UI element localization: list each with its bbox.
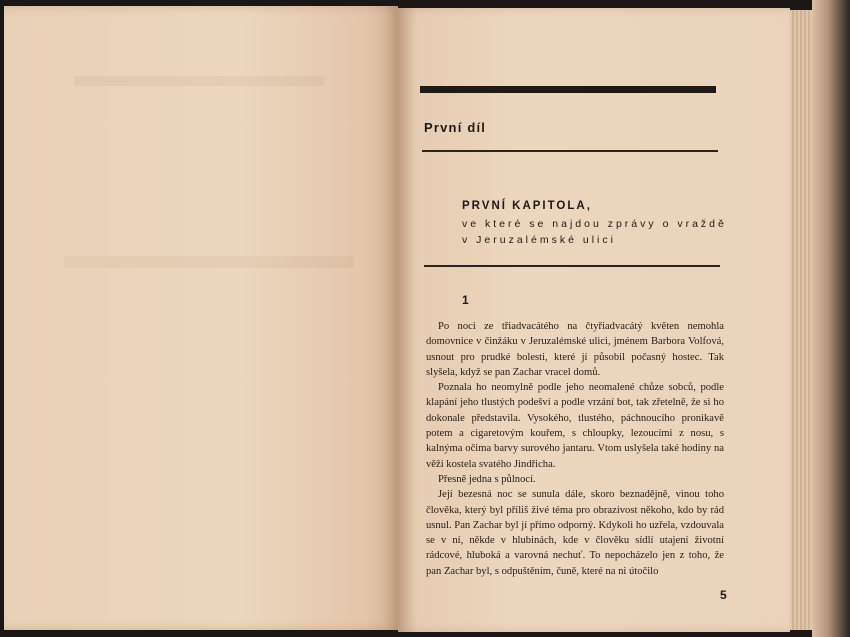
paragraph: Její bezesná noc se sunula dále, skoro beznadějně, vinou toho člověka, který byl příliš živé téma pro obrazivost někoho, kdo by rád usnul. Pan Zachar byl jí přímo odporný. Kdykoli ho uzřela, vzdouvala se v ní, někde v hlubinách, kde v člověku sídlí utajení životní rádcové, hluboká a varovná nechuť. To nepocházelo jen z toho, že pan Zachar byl, s odpuštěním, čuně, které na ni útočilo	[426, 489, 724, 577]
part-title: První díl	[424, 120, 487, 135]
chapter-title: PRVNÍ KAPITOLA,	[462, 200, 592, 212]
page-edges	[790, 10, 812, 630]
chapter-subtitle-line-2: v Jeruzalémské ulici	[462, 234, 616, 246]
paragraph: Přesně jedna s půlnocí.	[438, 473, 536, 485]
show-through-rule	[74, 76, 324, 86]
paragraph: Po noci ze třiadvacátého na čtyřiadvacátý květen nemohla domovnice v činžáku v Jeruzalémské ulici, jménem Barbora Volfová, usnout pro prudké bolesti, které jí působil počasný hostec. Tak slyšela, když se pan Zachar vracel domů.	[426, 321, 724, 378]
top-thick-rule	[420, 86, 716, 93]
left-page	[4, 6, 398, 630]
paragraph: Poznala ho neomylně podle jeho neomalené chůze sobců, podle klapání jeho tlustých podešví a podle vrzání bot, tak zřetelně, že si ho dokonale představila. Vysokého, tlustého, páchnoucího pronikavě potem a cigaretovým kouřem, s chloupky, lezoucími z nosu, s kalnýma očima barvy surového jantaru. Vtom uslyšela také hodiny na věži kostela svatého Jindřicha.	[426, 382, 724, 470]
chapter-subtitle-line-1: ve které se najdou zprávy o vraždě	[462, 218, 727, 230]
chapter-rule	[424, 265, 720, 267]
section-number: 1	[462, 293, 469, 307]
show-through-rule-2	[64, 256, 354, 268]
page-number: 5	[720, 588, 727, 602]
book-cover-edge	[812, 0, 850, 637]
part-rule	[422, 150, 718, 152]
chapter-heading	[462, 200, 727, 248]
body-text	[426, 319, 724, 579]
